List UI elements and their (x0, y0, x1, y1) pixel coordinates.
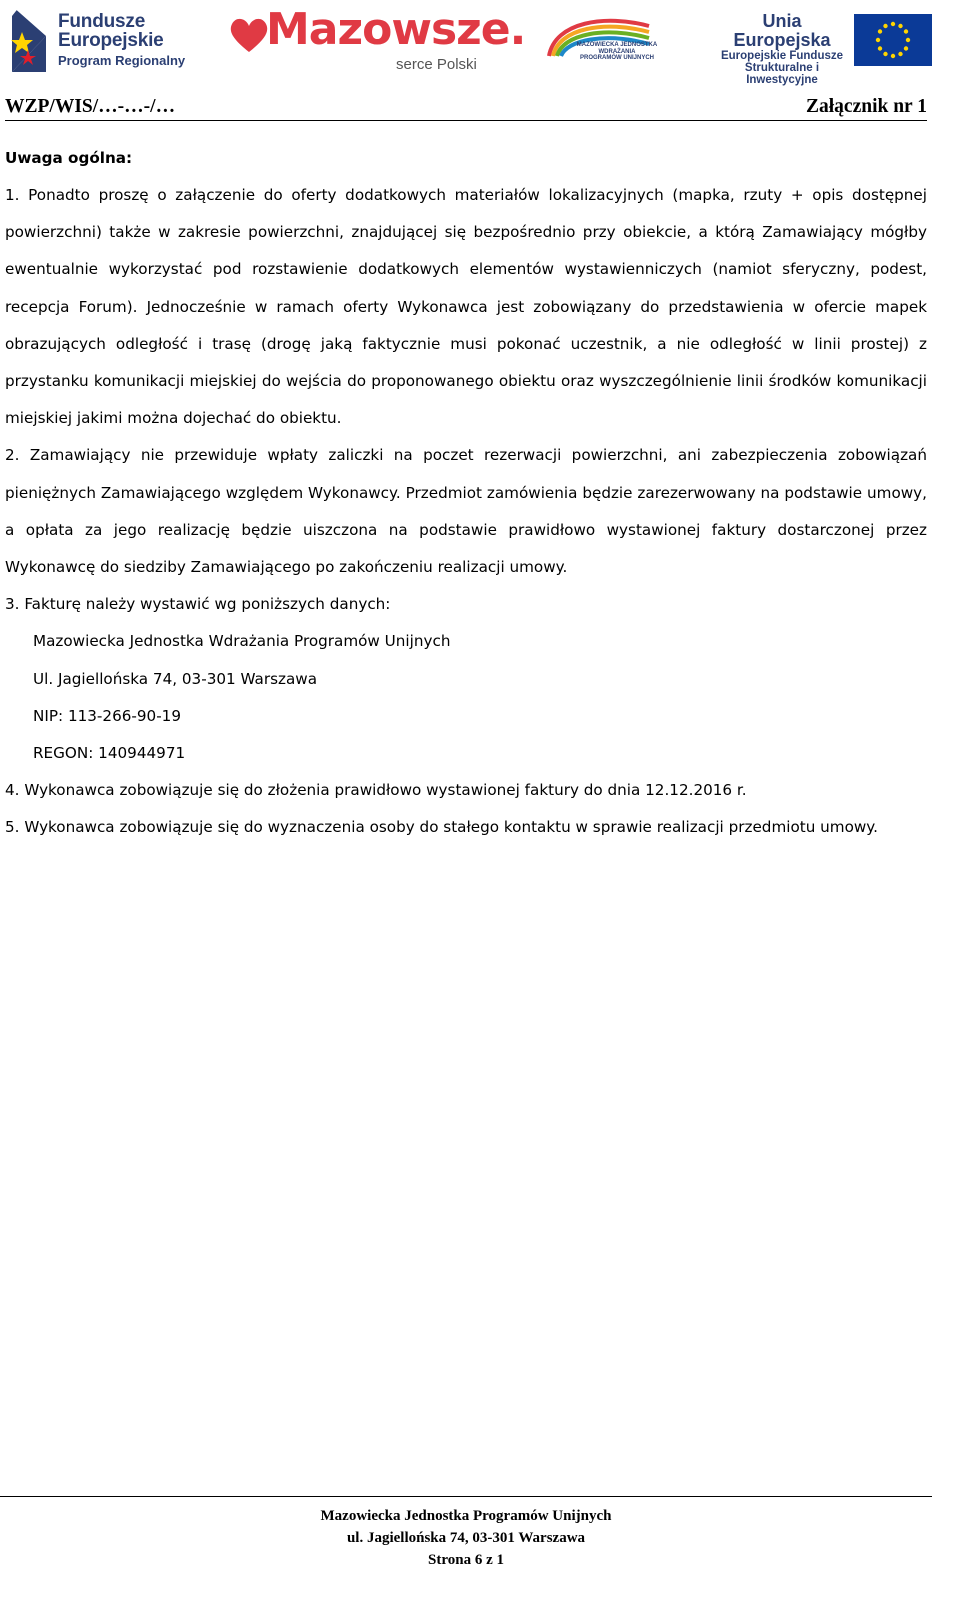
invoice-regon: REGON: 140944971 (33, 744, 186, 763)
ue-line2: Europejskie Fundusze (720, 49, 844, 62)
ue-line3: Strukturalne i Inwestycyjne (744, 61, 820, 86)
page-footer (0, 1505, 932, 1571)
footer-divider (0, 1496, 932, 1497)
mjwpu-line3: PROGRAMÓW UNIJNYCH (579, 55, 654, 62)
fe-line1: Fundusze (58, 11, 146, 32)
mjwpu-logo (545, 12, 665, 72)
fe-line2: Europejskie (58, 30, 164, 51)
fe-text (58, 12, 185, 67)
mazowsze-tagline: serce Polski (396, 56, 477, 73)
heart-icon (228, 16, 270, 54)
paragraph-5: 5. Wykonawca zobowiązuje się do wyznaczenia osoby do stałego kontaktu w sprawie realizacji przedmiotu umowy. (5, 818, 878, 837)
invoice-nip: NIP: 113-266-90-19 (33, 706, 182, 725)
mazowsze-wordmark: Mazowsze. (266, 4, 526, 55)
fundusze-europejskie-logo (6, 2, 186, 74)
ue-line1: Unia Europejska (733, 11, 831, 50)
fe-line3: Program Regionalny (58, 53, 186, 68)
paragraph-2: 2. Zamawiający nie przewiduje wpłaty zaliczki na poczet rezerwacji powierzchni, ani zabezpieczenia zobowiązań pieniężnych Zamawiającego względem Wykonawcy. Przedmiot zamówienia będzie zarezerwowany na podstawie umowy, a opłata za jego realizację będzie uiszczona na podstawie prawidłowo wystawionej faktury dostarczonej przez Wykonawcę do siedziby Zamawiającego po zakończeniu realizacji umowy. (5, 446, 927, 577)
logo-bar (0, 0, 960, 86)
ue-text (712, 12, 852, 86)
footer-address: ul. Jagiellońska 74, 03-301 Warszawa (346, 1530, 586, 1546)
section-heading: Uwaga ogólna: (5, 149, 133, 167)
document-reference: WZP/WIS/…-…-/… (5, 96, 176, 117)
mjwpu-line1: MAZOWIECKA JEDNOSTKA (576, 42, 658, 48)
unia-europejska-logo (712, 11, 952, 86)
mjwpu-text (569, 42, 665, 62)
attachment-label: Załącznik nr 1 (806, 96, 927, 117)
footer-organization: Mazowiecka Jednostka Programów Unijnych (320, 1508, 612, 1524)
invoice-address: Ul. Jagiellońska 74, 03-301 Warszawa (33, 669, 318, 688)
paragraph-3: 3. Fakturę należy wystawić wg poniższych danych: (5, 595, 391, 614)
fe-star-mark-icon (6, 2, 52, 74)
paragraph-1: 1. Ponadto proszę o załączenie do oferty dodatkowych materiałów lokalizacyjnych (mapka, rzuty + opis dostępnej powierzchni) także w zakresie powierzchni, znajdującej się bezpośrednio przy obiekcie, a którą Zamawiający mógłby ewentualnie wykorzystać pod rozstawienie dodatkowych elementów wystawienniczych (namiot sferyczny, podest, recepcja Forum). Jednocześnie w ramach oferty Wykonawca jest zobowiązany do przedstawienia w ofercie mapek obrazujących odległość i trasę (drogę jaką faktycznie musi pokonać uczestnik, a nie odległość w linii prostej) z przystanku komunikacji miejskiej do wejścia do proponowanego obiektu oraz wyszczególnienie linii środków komunikacji miejskiej jakimi można dojechać do obiektu. (5, 186, 927, 428)
mjwpu-line2: WDRAŻANIA (598, 48, 636, 55)
mazowsze-logo (228, 4, 526, 74)
eu-flag-icon (854, 14, 932, 66)
invoice-name: Mazowiecka Jednostka Wdrażania Programów Unijnych (33, 632, 451, 651)
paragraph-4: 4. Wykonawca zobowiązuje się do złożenia prawidłowo wystawionej faktury do dnia 12.12.2016 r. (5, 781, 747, 800)
footer-page-number: Strona 6 z 1 (428, 1552, 504, 1568)
document-body (5, 140, 927, 847)
document-header (5, 96, 927, 121)
